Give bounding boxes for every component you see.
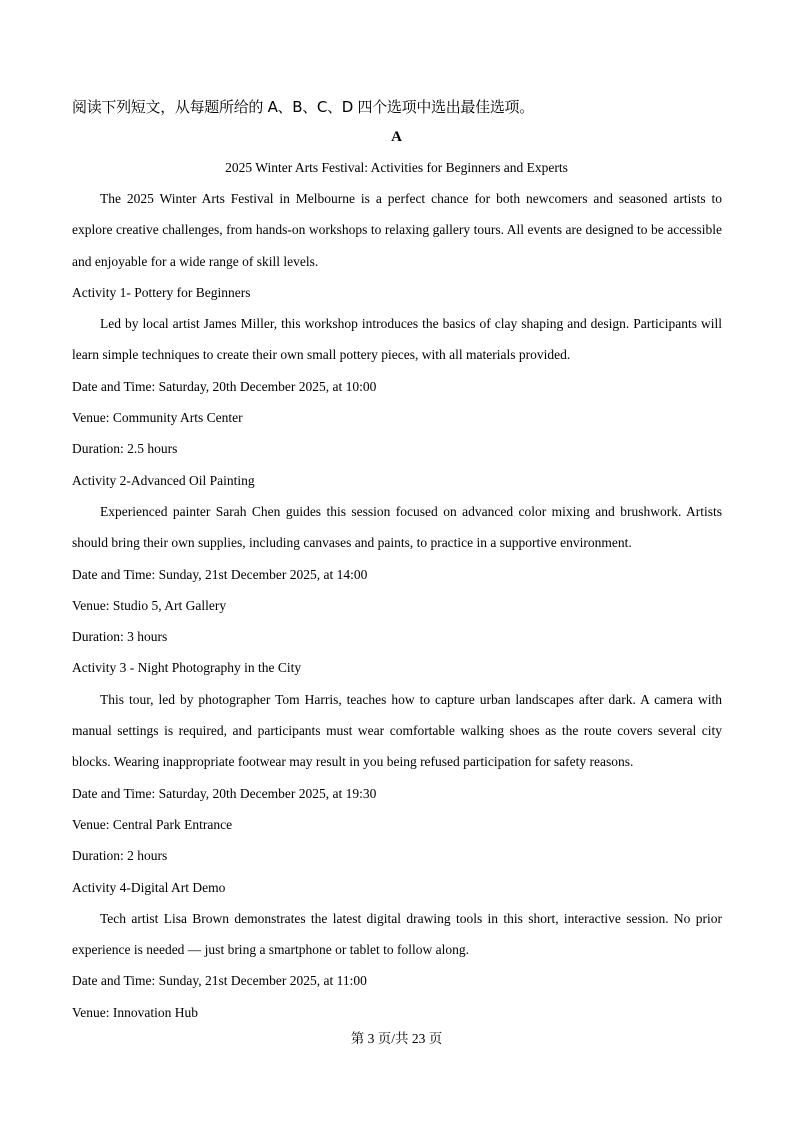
activity-date-time: Date and Time: Sunday, 21st December 2025, at 11:00 xyxy=(72,973,367,989)
activity-duration: Duration: 3 hours xyxy=(72,629,168,645)
activity-date-time: Date and Time: Sunday, 21st December 2025, at 14:00 xyxy=(72,566,368,582)
activity-heading: Activity 4-Digital Art Demo xyxy=(72,879,226,895)
intro-paragraph: The 2025 Winter Arts Festival in Melbourne is a perfect chance for both newcomers and seasoned artists to explore creative challenges, from hands-on workshops to relaxing gallery tours. All events are designed to be accessible and enjoyable for a wide range of skill levels. xyxy=(72,191,722,269)
activity-description: Experienced painter Sarah Chen guides this session focused on advanced color mixing and brushwork. Artists should bring their own supplies, including canvases and paints, to practice in a supportive environment. xyxy=(72,503,722,551)
activity-heading: Activity 3 - Night Photography in the City xyxy=(72,660,302,676)
activity-date-time: Date and Time: Saturday, 20th December 2025, at 19:30 xyxy=(72,785,377,801)
activity-description: Tech artist Lisa Brown demonstrates the latest digital drawing tools in this short, interactive session. No prior experience is needed — just bring a smartphone or tablet to follow along. xyxy=(72,910,722,958)
activity-date-time: Date and Time: Saturday, 20th December 2025, at 10:00 xyxy=(72,378,377,394)
activity-duration: Duration: 2 hours xyxy=(72,848,168,864)
activity-description: Led by local artist James Miller, this workshop introduces the basics of clay shaping and design. Participants will learn simple techniques to create their own small pottery pieces, with all materials provided. xyxy=(72,316,722,363)
instructions: 阅读下列短文，从每题所给的 A、B、C、D 四个选项中选出最佳选项。 xyxy=(72,98,534,116)
activity-heading: Activity 1- Pottery for Beginners xyxy=(72,284,251,300)
page-number-footer: 第 3 页/共 23 页 xyxy=(350,1031,443,1046)
activity-venue: Venue: Community Arts Center xyxy=(72,410,243,426)
activity-venue: Venue: Studio 5, Art Gallery xyxy=(72,597,227,613)
activity-venue: Venue: Central Park Entrance xyxy=(72,816,233,832)
activity-description: This tour, led by photographer Tom Harris, teaches how to capture urban landscapes after dark. A camera with manual settings is required, and participants must wear comfortable walking shoes as the route covers several city blocks. Wearing inappropriate footwear may result in you being refused participation for safety reasons. xyxy=(72,691,722,770)
activity-duration: Duration: 2.5 hours xyxy=(72,441,178,457)
passage-body xyxy=(72,183,722,1028)
activity-heading: Activity 2-Advanced Oil Painting xyxy=(72,472,255,488)
section-label: A xyxy=(391,129,402,145)
passage-title: 2025 Winter Arts Festival: Activities for Beginners and Experts xyxy=(225,160,568,175)
activity-venue: Venue: Innovation Hub xyxy=(72,1004,198,1020)
